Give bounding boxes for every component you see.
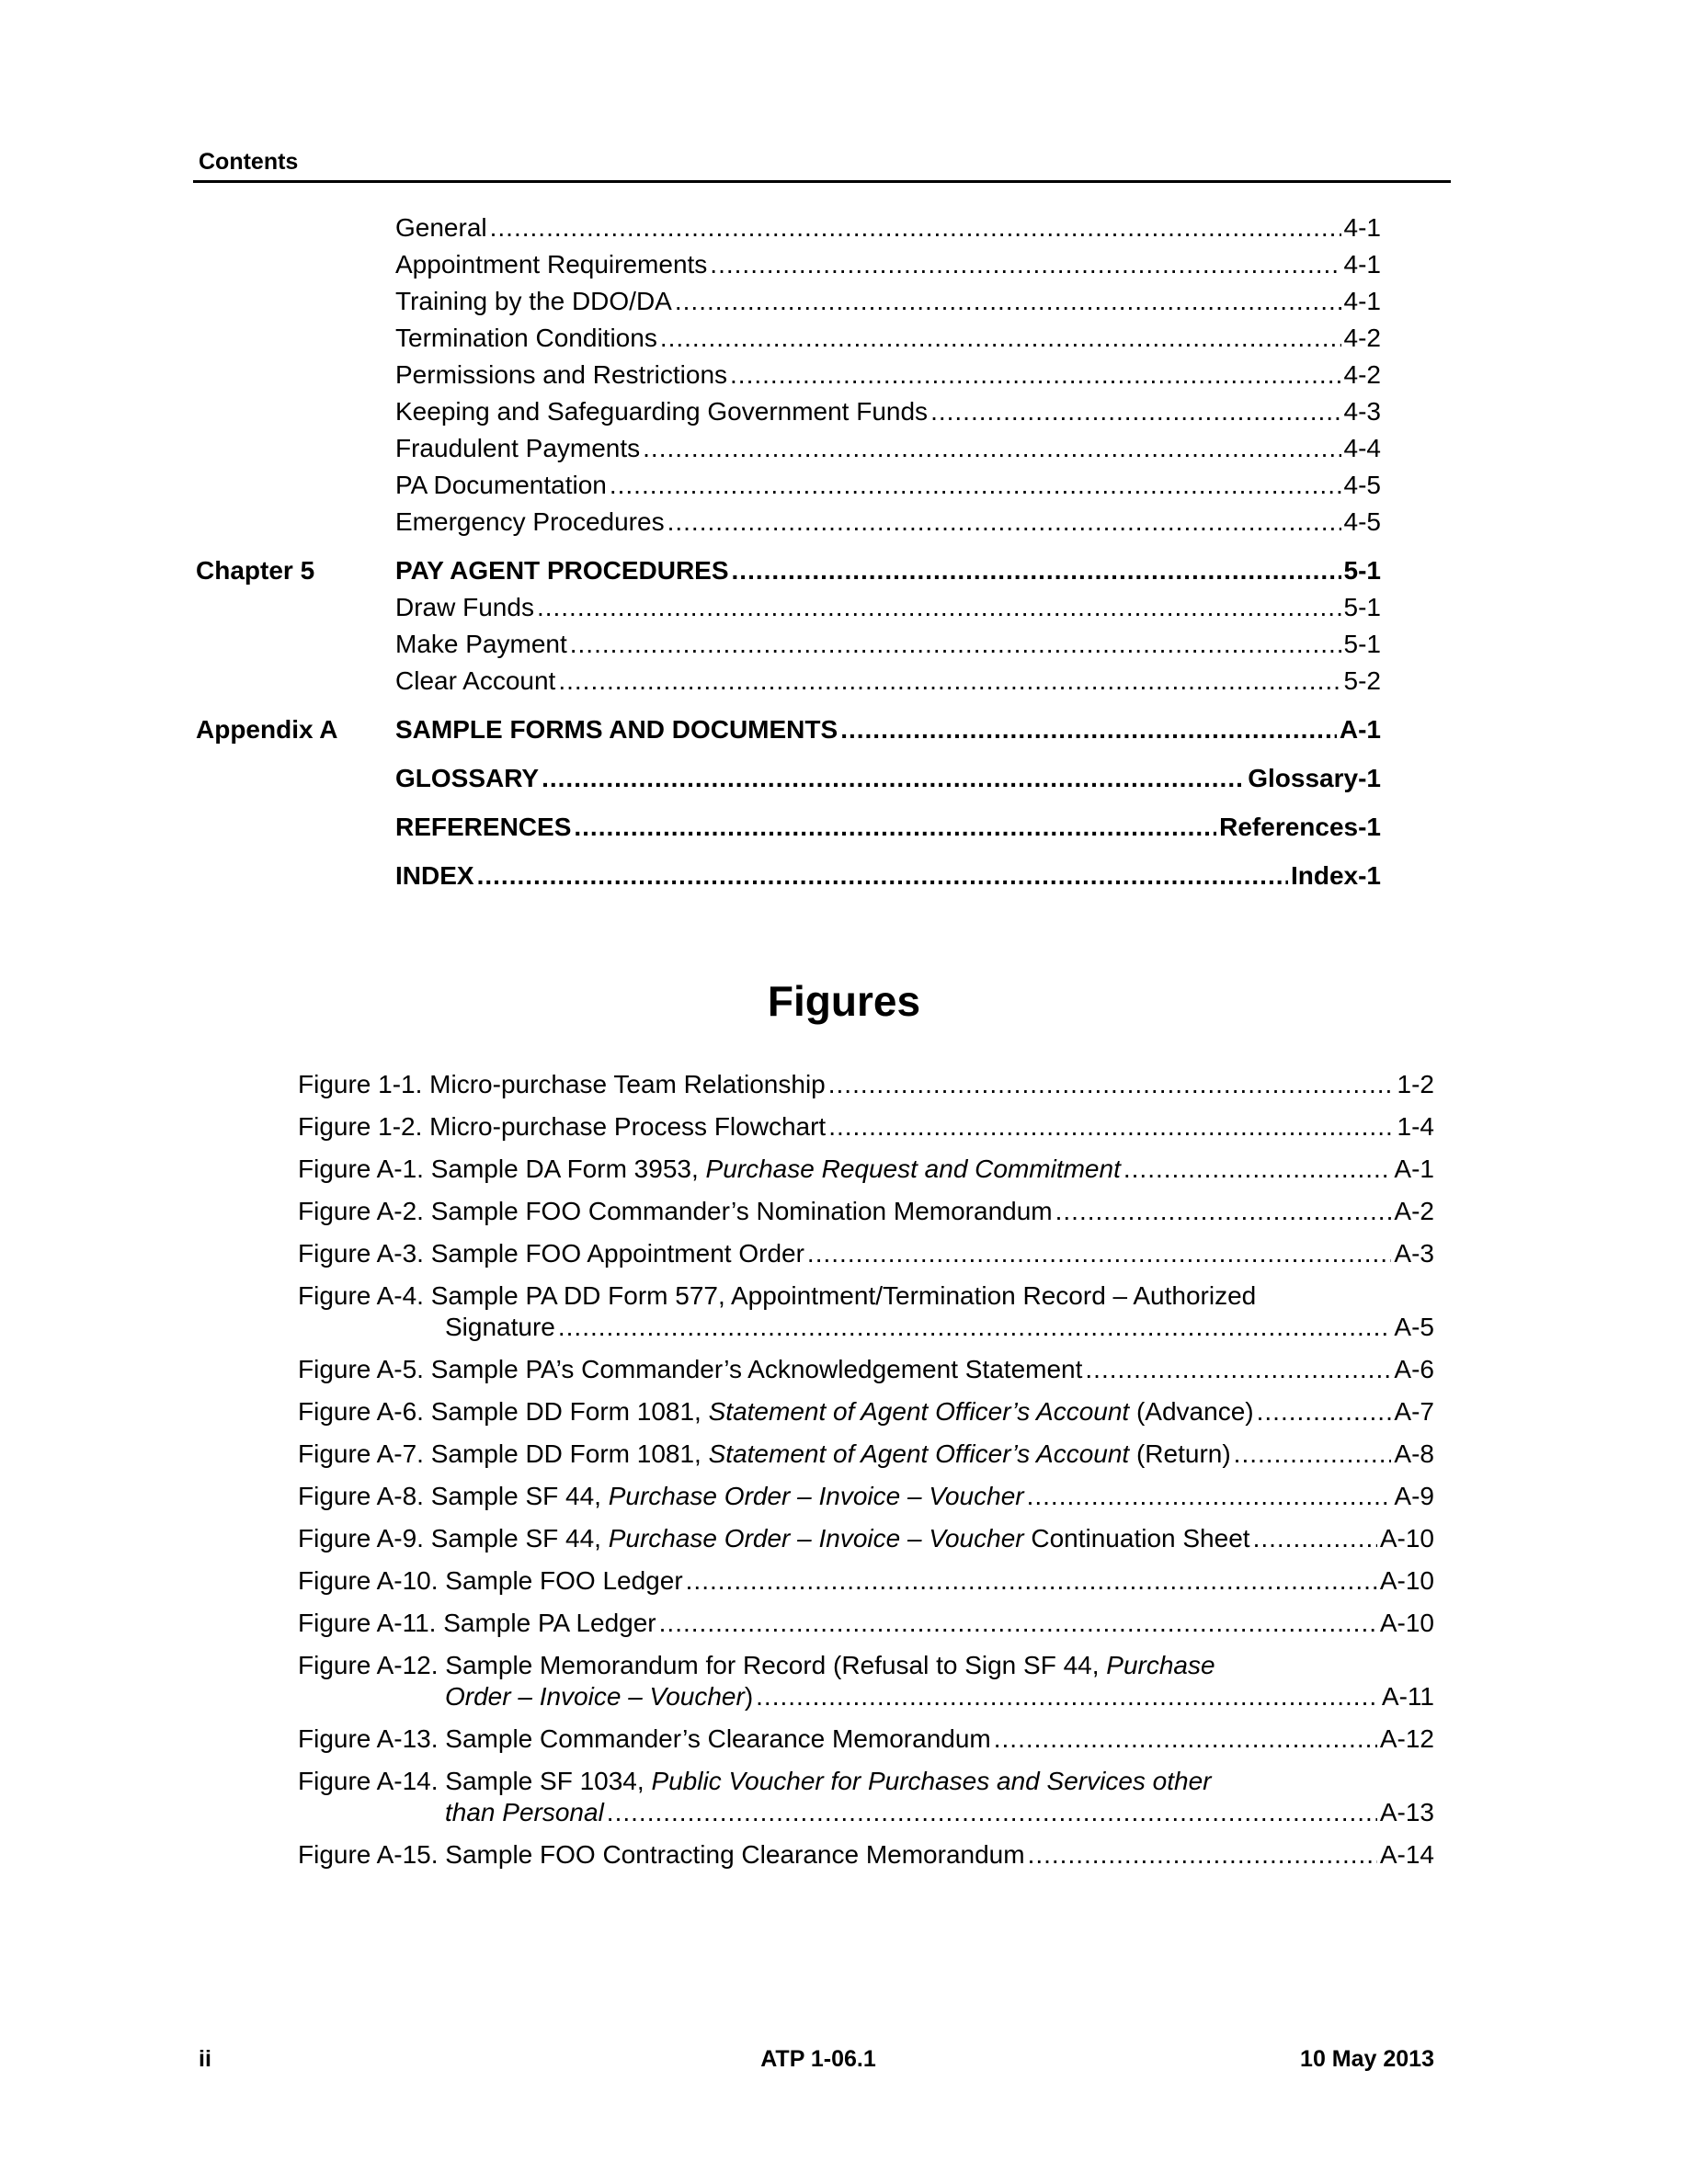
figure-title: Figure 1-1. Micro-purchase Team Relationship: [298, 1070, 826, 1098]
figure-title: Figure A-9. Sample SF 44, Purchase Order – Invoice – Voucher Continuation Sheet: [298, 1524, 1250, 1553]
toc-entry-title: Clear Account: [395, 666, 556, 695]
dot-leader: [994, 1724, 1377, 1754]
figure-entry-line2[interactable]: [445, 1798, 1434, 1827]
toc-entry-title: Appointment Requirements: [395, 250, 708, 279]
toc-entry[interactable]: [395, 434, 1381, 463]
toc-index-title: INDEX: [395, 861, 474, 890]
figure-page: 1-4: [1397, 1112, 1434, 1141]
dot-leader: [828, 1070, 1395, 1099]
dot-leader: [537, 593, 1341, 622]
toc-entry-page: 4-2: [1343, 360, 1381, 389]
figure-title: Figure A-10. Sample FOO Ledger: [298, 1566, 683, 1595]
toc-entry-title: Emergency Procedures: [395, 507, 665, 536]
figure-title: Order – Invoice – Voucher): [445, 1682, 754, 1711]
figure-page: A-13: [1379, 1798, 1434, 1826]
toc-entry-page: 5-1: [1343, 630, 1381, 658]
figure-entry[interactable]: [298, 1070, 1434, 1099]
toc-appendix-title: SAMPLE FORMS AND DOCUMENTS: [395, 715, 838, 744]
figure-page: A-7: [1394, 1397, 1434, 1426]
dot-leader: [660, 324, 1341, 353]
figure-title: Figure A-6. Sample DD Form 1081, Statement of Agent Officer’s Account (Advance): [298, 1397, 1254, 1426]
toc-appendix-a[interactable]: [196, 715, 1381, 745]
figure-title-italic: Purchase Order – Invoice – Voucher: [608, 1524, 1024, 1553]
toc-glossary-title: GLOSSARY: [395, 764, 540, 792]
dot-leader: [1028, 1840, 1377, 1870]
dot-leader: [477, 861, 1288, 891]
dot-leader: [1085, 1355, 1391, 1384]
figure-title-italic: than Personal: [445, 1798, 604, 1826]
figure-entry-line2[interactable]: [445, 1682, 1434, 1712]
figure-page: A-2: [1394, 1197, 1434, 1225]
figure-entry[interactable]: [298, 1609, 1434, 1638]
dot-leader: [558, 1313, 1392, 1342]
header-label: Contents: [199, 149, 299, 175]
toc-entry-title: Termination Conditions: [395, 324, 657, 352]
dot-leader: [1027, 1482, 1392, 1511]
toc-entry[interactable]: [395, 397, 1381, 427]
dot-leader: [807, 1239, 1392, 1268]
toc-entry[interactable]: [395, 287, 1381, 316]
figure-title-italic: Public Voucher for Purchases and Services other: [651, 1767, 1212, 1795]
dot-leader: [490, 213, 1341, 243]
dot-leader: [542, 764, 1245, 793]
figure-title: Signature: [445, 1313, 555, 1341]
figure-page: A-1: [1394, 1155, 1434, 1183]
toc-references-title: REFERENCES: [395, 813, 572, 841]
figure-title: Figure A-3. Sample FOO Appointment Order: [298, 1239, 804, 1268]
toc-entry-title: Training by the DDO/DA: [395, 287, 672, 315]
figure-page: 1-2: [1397, 1070, 1434, 1098]
toc-entry[interactable]: [395, 250, 1381, 279]
footer-page-number: ii: [199, 2046, 211, 2072]
dot-leader: [1253, 1524, 1377, 1553]
toc-entry-page: 4-1: [1343, 287, 1381, 315]
figure-entry[interactable]: [298, 1197, 1434, 1226]
figure-entry[interactable]: [298, 1524, 1434, 1553]
figure-entry[interactable]: [298, 1355, 1434, 1384]
toc-entry-page: 4-5: [1343, 507, 1381, 536]
figure-entry[interactable]: [298, 1724, 1434, 1754]
toc-entry[interactable]: [395, 471, 1381, 500]
figure-entry[interactable]: [298, 1155, 1434, 1184]
dot-leader: [930, 397, 1340, 427]
figure-entry[interactable]: [298, 1112, 1434, 1142]
figure-page: A-10: [1379, 1609, 1434, 1637]
chapter-label: Chapter 5: [196, 556, 315, 585]
toc-entry-page: 4-5: [1343, 471, 1381, 499]
toc-entry-title: Permissions and Restrictions: [395, 360, 728, 389]
toc-glossary-page: Glossary-1: [1248, 764, 1381, 792]
toc-entry-title: Keeping and Safeguarding Government Funds: [395, 397, 929, 426]
header-rule: [193, 180, 1451, 183]
footer-publication: ATP 1-06.1: [760, 2046, 876, 2072]
figure-title: Figure 1-2. Micro-purchase Process Flowchart: [298, 1112, 827, 1141]
toc-entry-page: 4-3: [1343, 397, 1381, 426]
toc-entry-title: Fraudulent Payments: [395, 434, 641, 462]
dot-leader: [756, 1682, 1379, 1712]
figure-title: Figure A-5. Sample PA’s Commander’s Acknowledgement Statement: [298, 1355, 1083, 1383]
toc-glossary[interactable]: [395, 764, 1381, 793]
figure-title-italic: Purchase: [1106, 1651, 1215, 1679]
figure-page: A-10: [1379, 1566, 1434, 1595]
dot-leader: [643, 434, 1340, 463]
figure-entry-line1[interactable]: Figure A-4. Sample PA DD Form 577, Appointment/Termination Record – Authorized: [298, 1281, 1257, 1310]
figure-title: Figure A-11. Sample PA Ledger: [298, 1609, 656, 1637]
figure-page: A-3: [1394, 1239, 1434, 1268]
dot-leader: [732, 556, 1341, 586]
figure-entry-line1[interactable]: Figure A-14. Sample SF 1034, Public Voucher for Purchases and Services other: [298, 1767, 1212, 1795]
toc-entry[interactable]: [395, 360, 1381, 390]
toc-entry[interactable]: [395, 593, 1381, 622]
figure-page: A-11: [1381, 1682, 1434, 1711]
toc-entry[interactable]: [395, 630, 1381, 659]
figure-entry[interactable]: [298, 1239, 1434, 1268]
dot-leader: [570, 630, 1341, 659]
figure-title-italic: Statement of Agent Officer’s Account: [708, 1439, 1130, 1468]
figure-entry[interactable]: [298, 1840, 1434, 1870]
figure-entry[interactable]: [298, 1482, 1434, 1511]
dot-leader: [675, 287, 1341, 316]
toc-entry-page: 5-1: [1343, 593, 1381, 621]
dot-leader: [840, 715, 1337, 745]
toc-index-page: Index-1: [1290, 861, 1381, 890]
figure-page: A-6: [1394, 1355, 1434, 1383]
figure-page: A-10: [1379, 1524, 1434, 1553]
toc-entry-page: 4-1: [1343, 250, 1381, 279]
toc-entry[interactable]: [395, 666, 1381, 696]
dot-leader: [686, 1566, 1377, 1596]
dot-leader: [710, 250, 1340, 279]
figure-entry[interactable]: [298, 1397, 1434, 1427]
toc-chapter-page: 5-1: [1343, 556, 1381, 585]
toc-index[interactable]: [395, 861, 1381, 891]
toc-entry-page: 5-2: [1343, 666, 1381, 695]
dot-leader: [1055, 1197, 1392, 1226]
figure-page: A-12: [1379, 1724, 1434, 1753]
dot-leader: [659, 1609, 1377, 1638]
toc-chapter-5[interactable]: [196, 556, 1381, 586]
toc-entry[interactable]: [395, 507, 1381, 537]
footer-date: 10 May 2013: [1300, 2046, 1434, 2072]
dot-leader: [1123, 1155, 1392, 1184]
dot-leader: [1234, 1439, 1392, 1469]
dot-leader: [730, 360, 1341, 390]
figure-entry-line2[interactable]: [445, 1313, 1434, 1342]
toc-entry-page: 4-1: [1343, 213, 1381, 242]
toc-appendix-page: A-1: [1339, 715, 1381, 744]
figures-heading: Figures: [767, 977, 921, 1025]
dot-leader: [574, 813, 1216, 842]
toc-entry[interactable]: [395, 324, 1381, 353]
toc-entry-title: Make Payment: [395, 630, 567, 658]
figure-title: Figure A-7. Sample DD Form 1081, Statement of Agent Officer’s Account (Return): [298, 1439, 1231, 1468]
figure-title: Figure A-15. Sample FOO Contracting Clearance Memorandum: [298, 1840, 1025, 1869]
toc-references-page: References-1: [1219, 813, 1381, 841]
figure-entry[interactable]: [298, 1439, 1434, 1469]
dot-leader: [558, 666, 1340, 696]
figure-title-italic: Statement of Agent Officer’s Account: [708, 1397, 1130, 1426]
figure-title-italic: Purchase Request and Commitment: [705, 1155, 1121, 1183]
toc-references[interactable]: [395, 813, 1381, 842]
figure-title: Figure A-2. Sample FOO Commander’s Nomination Memorandum: [298, 1197, 1053, 1225]
toc-entry-title: General: [395, 213, 487, 242]
toc-entry-page: 4-2: [1343, 324, 1381, 352]
figure-page: A-14: [1379, 1840, 1434, 1869]
dot-leader: [607, 1798, 1377, 1827]
toc-chapter-title: PAY AGENT PROCEDURES: [395, 556, 729, 585]
figure-title: Figure A-1. Sample DA Form 3953, Purchase Request and Commitment: [298, 1155, 1121, 1183]
figure-page: A-8: [1394, 1439, 1434, 1468]
toc-entry[interactable]: [395, 213, 1381, 243]
figure-title: Figure A-8. Sample SF 44, Purchase Order – Invoice – Voucher: [298, 1482, 1024, 1510]
figure-entry[interactable]: [298, 1566, 1434, 1596]
dot-leader: [1257, 1397, 1392, 1427]
figure-page: A-5: [1394, 1313, 1434, 1341]
figure-entry-line1[interactable]: Figure A-12. Sample Memorandum for Record (Refusal to Sign SF 44, Purchase: [298, 1651, 1215, 1679]
figure-title-italic: Purchase Order – Invoice – Voucher: [608, 1482, 1024, 1510]
toc-entry-title: Draw Funds: [395, 593, 534, 621]
figure-page: A-9: [1394, 1482, 1434, 1510]
figure-title: Figure A-13. Sample Commander’s Clearance Memorandum: [298, 1724, 991, 1753]
figure-title-italic: Order – Invoice – Voucher: [445, 1682, 745, 1711]
figure-title: [445, 1798, 604, 1827]
dot-leader: [828, 1112, 1394, 1142]
toc-entry-title: PA Documentation: [395, 471, 607, 499]
appendix-label: Appendix A: [196, 715, 338, 744]
dot-leader: [610, 471, 1341, 500]
dot-leader: [667, 507, 1341, 537]
toc-entry-page: 4-4: [1343, 434, 1381, 462]
